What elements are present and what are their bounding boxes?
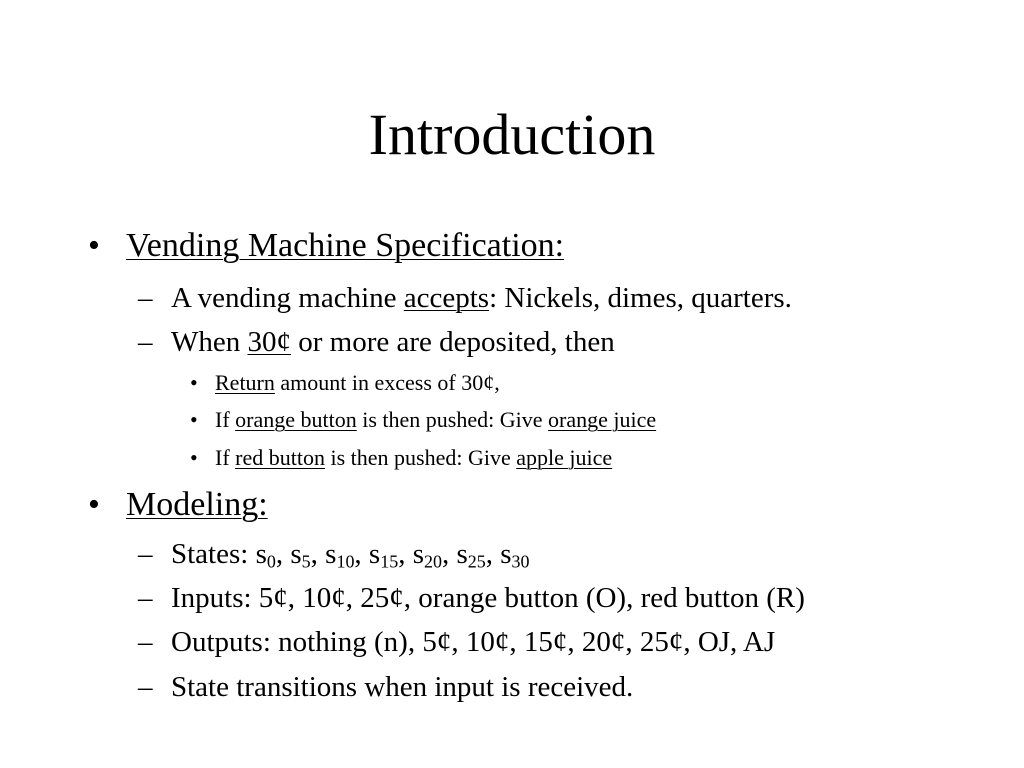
state-s20: $s_{20}$ xyxy=(412,538,442,572)
orange-juice-link: orange juice xyxy=(548,407,657,432)
states-text: States: $s_0$, $s_5$, $s_{10}$, $s_{15}$, $s_{20}$, $s_{25}$, $s_{30}$ xyxy=(171,538,530,572)
amount-link: 30¢ xyxy=(247,326,291,358)
state-s0: $s_0$ xyxy=(255,538,276,572)
bullet-marker: • xyxy=(88,227,100,264)
accepts-link: accepts xyxy=(403,282,490,314)
dash-marker: – xyxy=(138,538,153,570)
return-text: Return amount in excess of 30¢, xyxy=(215,370,500,395)
red-text: If red button is then pushed: Give apple juice xyxy=(215,445,613,470)
apple-juice-link: apple juice xyxy=(516,445,613,470)
state-s25: $s_{25}$ xyxy=(456,538,486,572)
dash-marker: – xyxy=(138,626,153,658)
return-link: Return xyxy=(215,370,275,395)
state-s15: $s_{15}$ xyxy=(368,538,399,572)
bullet-marker: • xyxy=(88,486,100,523)
bullet-marker: • xyxy=(190,370,198,395)
dash-marker: – xyxy=(138,582,153,614)
dash-marker: – xyxy=(138,671,153,703)
red-button-link: red button xyxy=(235,445,325,470)
orange-button-link: orange button xyxy=(235,407,357,432)
spec-heading: Vending Machine Specification: xyxy=(126,227,565,264)
orange-text: If orange button is then pushed: Give orange juice xyxy=(215,407,657,432)
dash-marker: – xyxy=(138,282,153,314)
when-text: When 30¢ or more are deposited, then xyxy=(171,326,615,358)
modeling-heading: Modeling: xyxy=(126,486,268,523)
outputs-text: Outputs: nothing (n), 5¢, 10¢, 15¢, 20¢, 25¢, OJ, AJ xyxy=(171,626,776,658)
state-s30: $s_{30}$ xyxy=(500,538,530,572)
states-list: $s_0$, $s_5$, $s_{10}$, $s_{15}$, $s_{20}$, $s_{25}$, $s_{30}$ xyxy=(255,538,530,572)
bullet-marker: • xyxy=(190,407,198,432)
dash-marker: – xyxy=(138,326,153,358)
state-s10: $s_{10}$ xyxy=(325,538,355,572)
bullet-marker: • xyxy=(190,445,198,470)
accepts-text: A vending machine accepts: Nickels, dimes, quarters. xyxy=(171,282,792,314)
state-s5: $s_5$ xyxy=(290,538,311,572)
slide-title: Introduction xyxy=(368,102,656,167)
inputs-text: Inputs: 5¢, 10¢, 25¢, orange button (O), red button (R) xyxy=(171,582,805,614)
transitions-text: State transitions when input is received. xyxy=(171,671,634,703)
